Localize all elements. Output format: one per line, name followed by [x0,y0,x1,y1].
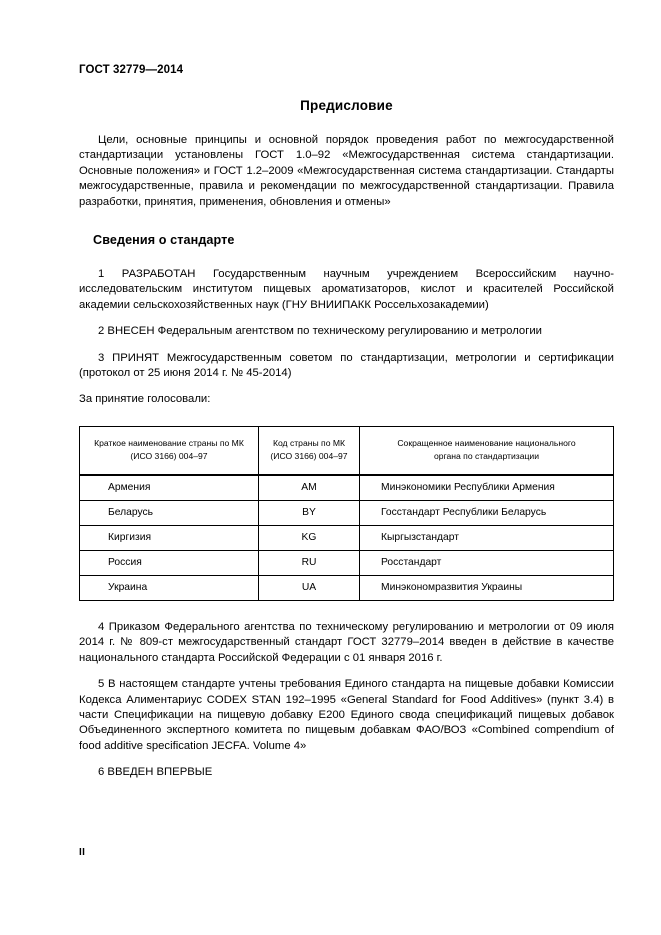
cell-code: BY [259,500,360,525]
running-head: ГОСТ 32779—2014 [79,64,184,76]
column-header-body-line2: органа по стандартизации [433,450,540,461]
page-title: Предисловие [300,98,393,113]
vote-intro-text: За принятие голосовали: [79,393,211,406]
cell-code: KG [259,525,360,550]
standard-info-item-5: 5 В настоящем стандарте учтены требования Единого стандарта на пищевые добавки Комиссии Кодекса Алиментариус CODEX STAN 192–1995 «General Standard for Food Additives» (пункт 3.4) в части Спецификации на пищевую добавку Е200 Единого свода спецификаций пищевых добавок Объединенного экспертного комитета по пищевым добавкам ФАО/ВОЗ «Combined compendium of food additive specification JECFA. Volume 4» [79,678,614,752]
column-header-code-line2: (ИСО 3166) 004–97 [270,450,348,461]
cell-country: Россия [80,550,259,575]
table-header-row [80,426,614,475]
standard-info-item-4: 4 Приказом Федерального агентства по техническому регулированию и метрологии от 09 июля 2014 г. № 809-ст межгосударственный стандарт ГОСТ 32779–2014 введен в действие в качестве национального стандарта Российской Федерации с 01 января 2016 г. [79,620,614,664]
standard-info-item-1: 1 РАЗРАБОТАН Государственным научным учреждением Всероссийским научно-исследовательским институтом пищевых ароматизаторов, кислот и красителей Российской академии сельскохозяйственных наук (ГНУ ВНИИПАКК Россельхозакадемии) [79,268,614,311]
cell-body: Минэкономики Республики Армения [360,475,614,501]
cell-body: Госстандарт Республики Беларусь [360,500,614,525]
column-header-code-line1: Код страны по МК [272,438,346,449]
cell-country: Беларусь [80,500,259,525]
standard-info-item-6: 6 ВВЕДЕН ВПЕРВЫЕ [98,766,213,779]
table-row [80,500,614,525]
table-row [80,575,614,600]
cell-body: Кыргызстандарт [360,525,614,550]
vote-table-wrapper [79,426,614,601]
standard-info-heading: Сведения о стандарте [93,233,235,248]
cell-country: Армения [80,475,259,501]
vote-table [79,426,614,601]
column-header-body-line1: Сокращенное наименование национального [397,438,576,449]
table-header [80,426,614,475]
table-body [80,475,614,601]
table-row [80,525,614,550]
column-header-code [259,426,360,475]
table-row [80,475,614,501]
page-content [79,0,614,781]
cell-country: Украина [80,575,259,600]
standard-info-item-2: 2 ВНЕСЕН Федеральным агентством по техническому регулированию и метрологии [98,325,542,338]
column-header-country-line1: Краткое наименование страны по МК [94,438,244,449]
foreword-paragraph: Цели, основные принципы и основной порядок проведения работ по межгосударственной стандартизации установлены ГОСТ 1.0–92 «Межгосударственная система стандартизации. Основные положения» и ГОСТ 1.2–2009 «Межгосударственная система стандартизации. Стандарты межгосударственные, правила и рекомендации по межгосударственной стандартизации. Правила разработки, принятия, применения, обновления и отмены» [79,134,614,208]
column-header-country-line2: (ИСО 3166) 004–97 [130,450,208,461]
table-row [80,550,614,575]
cell-body: Минэкономразвития Украины [360,575,614,600]
column-header-country [80,426,259,475]
cell-code: RU [259,550,360,575]
page-number: II [79,847,86,858]
cell-body: Росстандарт [360,550,614,575]
standard-info-item-3: 3 ПРИНЯТ Межгосударственным советом по стандартизации, метрологии и сертификации (протокол от 25 июня 2014 г. № 45-2014) [79,351,614,380]
cell-code: UA [259,575,360,600]
cell-code: AM [259,475,360,501]
column-header-body [360,426,614,475]
cell-country: Киргизия [80,525,259,550]
